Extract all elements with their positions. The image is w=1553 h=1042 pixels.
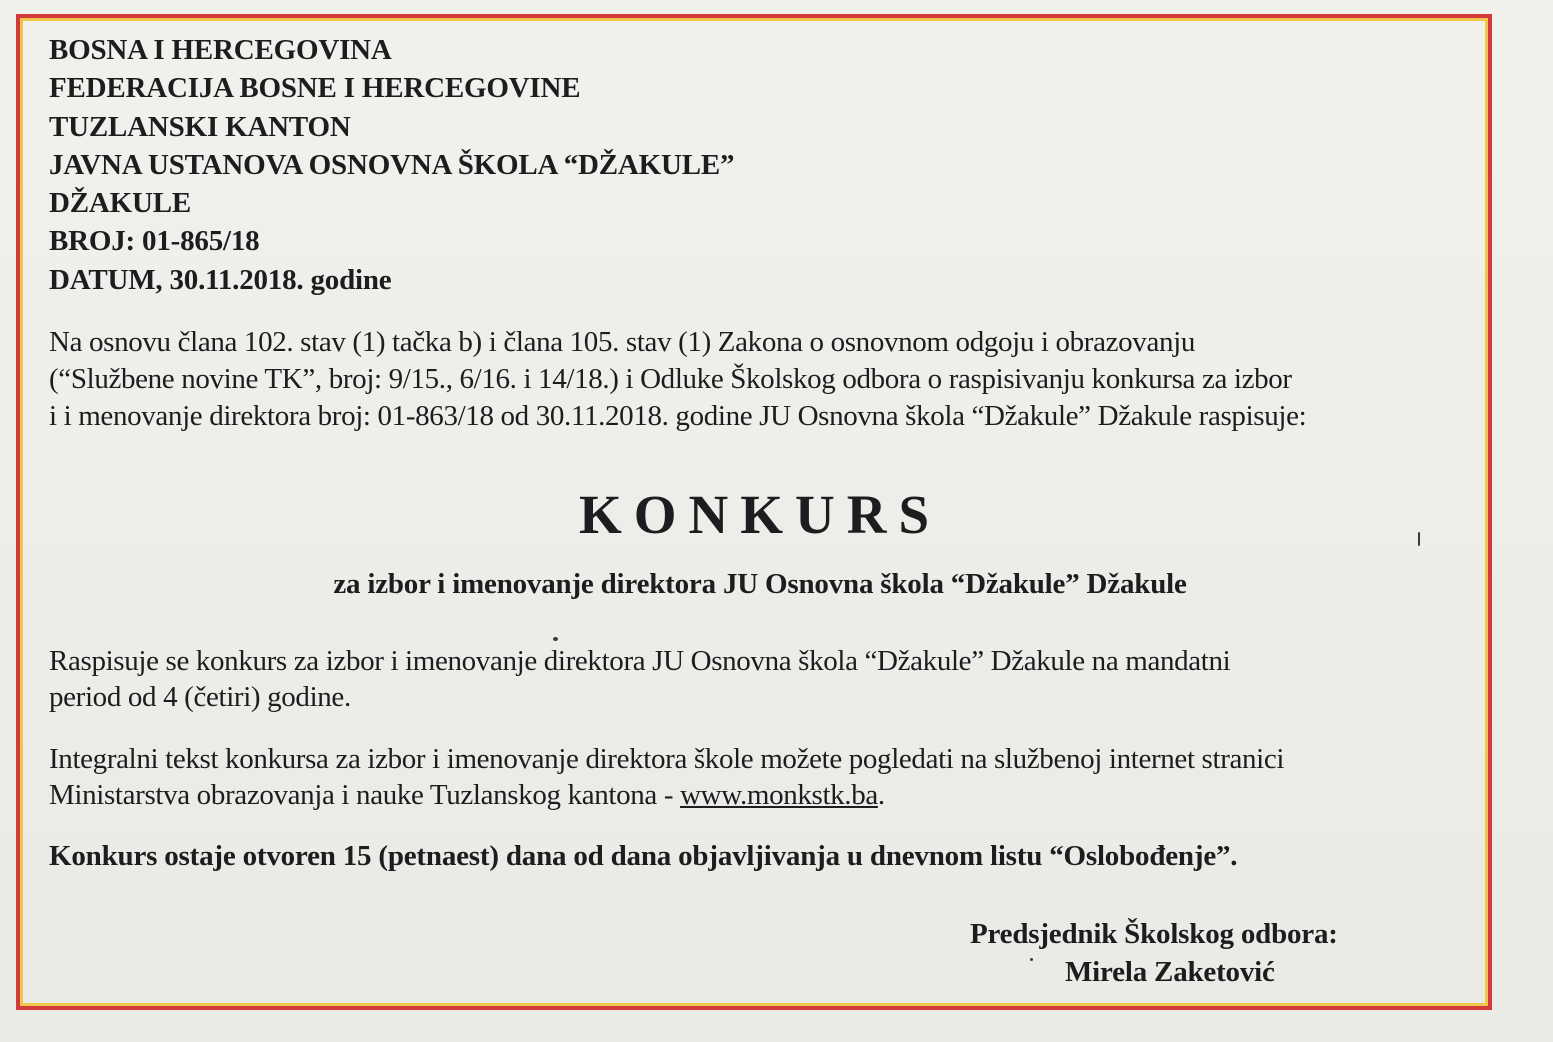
signature-block: [970, 915, 1338, 991]
intro-paragraph: [49, 324, 1469, 435]
paragraph-line: Raspisuje se konkurs za izbor i imenovanje direktora JU Osnovna škola “Džakule” Džakule na mandatni: [49, 645, 1231, 677]
ministry-website-link[interactable]: www.monkstk.ba: [680, 779, 878, 811]
paragraph-line: Integralni tekst konkursa za izbor i imenovanje direktora škole možete pogledati na službenoj internet stranici: [49, 743, 1285, 775]
paragraph-text: Ministarstva obrazovanja i nauke Tuzlanskog kantona -: [49, 779, 681, 811]
print-speck: [553, 637, 558, 641]
paragraph-line: period od 4 (četiri) godine.: [49, 681, 351, 713]
notice-title: KONKURS: [578, 484, 942, 545]
print-speck: [1030, 958, 1033, 961]
institution-header: [49, 31, 734, 299]
paragraph-line-with-link: [49, 777, 1469, 813]
announcement-paragraph: [49, 643, 1469, 715]
intro-line: Na osnovu člana 102. stav (1) tačka b) i člana 105. stav (1) Zakona o osnovnom odgoju i obrazovanju: [49, 326, 1195, 358]
header-place: DŽAKULE: [49, 187, 192, 220]
paragraph-period: .: [877, 779, 885, 811]
header-country: BOSNA I HERCEGOVINA: [49, 34, 392, 66]
deadline-paragraph: Konkurs ostaje otvoren 15 (petnaest) dana od dana objavljivanja u dnevnom listu “Oslobođenje”.: [49, 840, 1238, 872]
signatory-name: Mirela Zaketović: [1065, 956, 1275, 988]
header-date: DATUM, 30.11.2018. godine: [49, 263, 392, 296]
header-canton: TUZLANSKI KANTON: [49, 110, 351, 143]
intro-line: (“Službene novine TK”, broj: 9/15., 6/16. i 14/18.) i Odluke Školskog odbora o raspisivanju konkursa za izbor: [49, 363, 1292, 395]
header-federation: FEDERACIJA BOSNE I HERCEGOVINE: [49, 72, 581, 105]
header-school: JAVNA USTANOVA OSNOVNA ŠKOLA “DŽAKULE”: [49, 148, 735, 181]
notice-subtitle: za izbor i imenovanje direktora JU Osnovna škola “Džakule” Džakule: [333, 568, 1187, 600]
website-paragraph: [49, 741, 1469, 813]
print-speck: [1418, 532, 1420, 546]
signatory-role: Predsjednik Školskog odbora:: [970, 918, 1338, 950]
intro-line: i i menovanje direktora broj: 01-863/18 od 30.11.2018. godine JU Osnovna škola “Džakule” Džakule raspisuje:: [49, 400, 1307, 432]
header-reference-number: BROJ: 01-865/18: [49, 225, 260, 258]
